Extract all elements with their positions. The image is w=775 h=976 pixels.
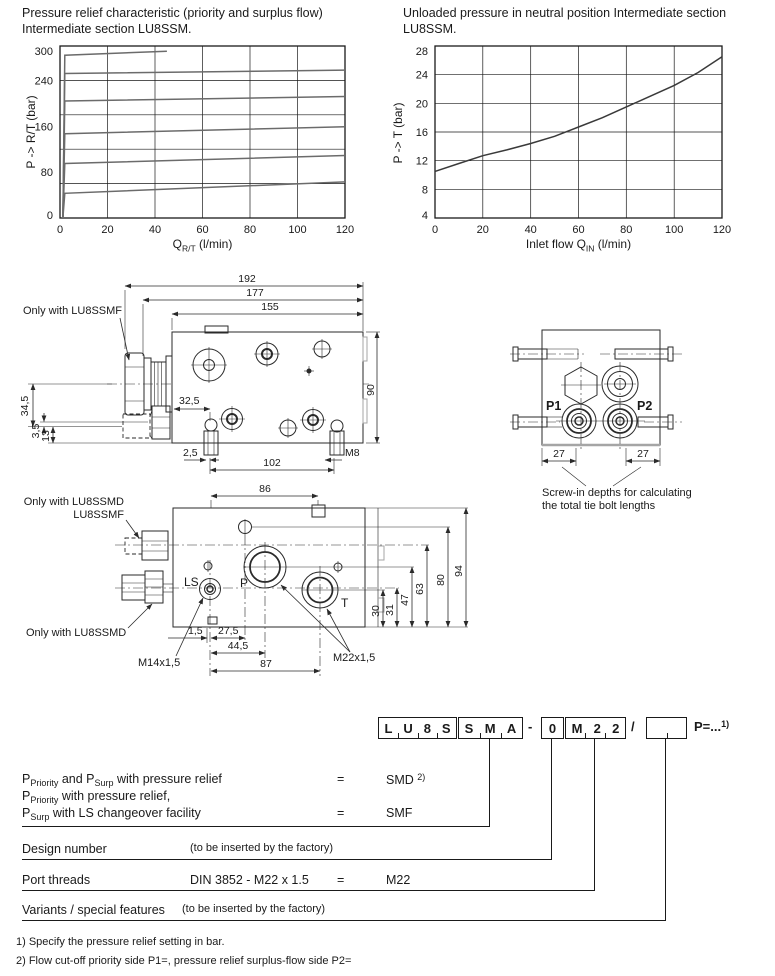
dim-27-left: 27 bbox=[553, 448, 565, 460]
equals-sign: = bbox=[337, 806, 345, 820]
right-chart-title bbox=[403, 5, 726, 37]
code-char: 2 bbox=[612, 720, 620, 736]
code-value-m22: M22 bbox=[386, 873, 411, 887]
svg-text:60: 60 bbox=[196, 224, 209, 236]
dim-2-5: 2,5 bbox=[183, 447, 198, 459]
dim-32-5: 32,5 bbox=[179, 395, 200, 407]
svg-text:28: 28 bbox=[415, 46, 428, 58]
code-char: M bbox=[571, 720, 583, 736]
dim-30: 30 bbox=[370, 605, 382, 617]
port-label-p2: P2 bbox=[637, 399, 653, 413]
svg-text:0: 0 bbox=[56, 224, 64, 236]
dim-80: 80 bbox=[435, 574, 447, 586]
dim-47: 47 bbox=[399, 594, 411, 606]
rule-threads bbox=[22, 890, 595, 891]
pressure-relief-chart bbox=[12, 40, 364, 255]
connector-variants bbox=[665, 739, 666, 920]
right-chart-xlabel: Inlet flow $Q_{IN}$ (l/min) bbox=[525, 237, 632, 254]
code-char: L bbox=[384, 720, 393, 736]
footnote-1: 1) Specify the pressure relief setting in bar. bbox=[16, 936, 225, 948]
svg-text:40: 40 bbox=[524, 224, 537, 236]
end-view-caption-line2: the total tie bolt lengths bbox=[542, 500, 656, 512]
port-label-p1: P1 bbox=[546, 399, 562, 413]
dim-31: 31 bbox=[384, 604, 396, 616]
code-char: M bbox=[484, 720, 496, 736]
right-chart-ylabel: P -> T (bar) bbox=[391, 102, 405, 164]
right-chart-title-line1: Unloaded pressure in neutral position Intermediate section bbox=[403, 6, 727, 20]
order-row-variants: Variants / special features (to be inserted by the factory) bbox=[22, 903, 326, 917]
dim-34-5: 34,5 bbox=[19, 395, 31, 417]
svg-text:120: 120 bbox=[712, 224, 732, 236]
end-view-caption-line1: Screw-in depths for calculating bbox=[542, 487, 692, 499]
order-code-box-sma bbox=[458, 717, 523, 739]
dim-87: 87 bbox=[260, 658, 272, 670]
dim-27-right: 27 bbox=[637, 448, 649, 460]
left-chart-ylabel: P -> R/T (bar) bbox=[24, 95, 38, 169]
port-label-ls: LS bbox=[184, 575, 199, 589]
equals-sign: = bbox=[337, 873, 345, 887]
left-chart-title-line2: Intermediate section LU8SSM. bbox=[22, 22, 192, 36]
port-label-t: T bbox=[341, 596, 349, 610]
svg-text:80: 80 bbox=[243, 224, 257, 236]
left-chart-title bbox=[22, 5, 323, 37]
thread-label-m14: M14x1,5 bbox=[138, 657, 181, 669]
order-code-separator-slash: / bbox=[631, 719, 635, 734]
code-char: A bbox=[506, 720, 517, 736]
order-code-box-0 bbox=[541, 717, 564, 739]
right-chart-title-line2: LU8SSM. bbox=[403, 22, 457, 36]
dim-1-5: 1,5 bbox=[188, 625, 203, 637]
svg-text:240: 240 bbox=[34, 75, 53, 88]
svg-text:100: 100 bbox=[665, 224, 684, 236]
end-view-dimensions bbox=[542, 448, 660, 486]
dim-192: 192 bbox=[238, 273, 256, 285]
end-view-body bbox=[510, 330, 682, 450]
code-char: 8 bbox=[423, 720, 431, 736]
svg-text:0: 0 bbox=[431, 224, 439, 236]
dim-63: 63 bbox=[414, 583, 426, 595]
rule-variants bbox=[22, 920, 666, 921]
dim-27-5: 27,5 bbox=[218, 625, 239, 637]
svg-text:100: 100 bbox=[288, 224, 307, 236]
dim-94: 94 bbox=[453, 565, 465, 577]
svg-text:40: 40 bbox=[148, 224, 162, 236]
note-only-lu8ssmd-smf-2: LU8SSMF bbox=[73, 509, 124, 521]
side-view-drawing bbox=[0, 480, 480, 685]
rule-sma bbox=[22, 826, 490, 827]
dim-177: 177 bbox=[246, 287, 264, 299]
svg-text:120: 120 bbox=[335, 224, 355, 236]
equals-sign: = bbox=[337, 772, 345, 786]
order-row-1-line2: $P_{Priority}$ with pressure relief, bbox=[22, 789, 171, 805]
svg-text:80: 80 bbox=[40, 167, 53, 180]
order-code-suffix: P=...$^{1)}$ bbox=[694, 719, 730, 734]
note-only-lu8ssmd-smf-1: Only with LU8SSMD bbox=[23, 496, 124, 508]
side-view-body bbox=[115, 505, 429, 676]
svg-text:0: 0 bbox=[46, 210, 53, 222]
dim-86: 86 bbox=[259, 483, 271, 495]
svg-text:16: 16 bbox=[415, 127, 428, 139]
svg-text:24: 24 bbox=[415, 69, 428, 82]
port-label-p: P bbox=[240, 576, 249, 590]
note-only-lu8ssmd: Only with LU8SSMD bbox=[26, 627, 127, 639]
svg-text:12: 12 bbox=[415, 155, 428, 168]
dim-m8: M8 bbox=[345, 447, 360, 459]
svg-text:300: 300 bbox=[34, 46, 53, 58]
order-row-1-line1: $P_{Priority}$ and $P_{Surp}$ with pressure relief = SMD $^{2)}$ bbox=[22, 772, 426, 788]
dim-90: 90 bbox=[365, 384, 377, 396]
unloaded-pressure-chart bbox=[388, 40, 733, 255]
order-row-1-line3: $P_{Surp}$ with LS changeover facility = SMF bbox=[22, 806, 413, 822]
dim-44-5: 44,5 bbox=[227, 640, 249, 652]
order-code-box-lu8s bbox=[378, 717, 457, 739]
end-view-drawing bbox=[500, 320, 775, 515]
svg-text:20: 20 bbox=[415, 98, 428, 111]
thread-label-m22: M22x1,5 bbox=[333, 652, 376, 664]
left-chart-xlabel: $Q_{R/T}$ (l/min) bbox=[172, 237, 233, 254]
svg-text:80: 80 bbox=[620, 224, 633, 236]
left-chart-title-line1: Pressure relief characteristic (priority and surplus flow) bbox=[22, 6, 323, 20]
rule-design bbox=[22, 859, 552, 860]
dim-102: 102 bbox=[263, 457, 281, 469]
code-value-smd: SMD $^{2)}$ bbox=[386, 772, 426, 787]
dim-155: 155 bbox=[261, 301, 279, 313]
svg-text:20: 20 bbox=[101, 224, 114, 236]
top-view-body bbox=[107, 326, 370, 455]
order-row-port-threads: Port threads DIN 3852 - M22 x 1.5 = M22 bbox=[22, 873, 411, 887]
order-code-box-variant bbox=[646, 717, 687, 739]
code-char: 0 bbox=[548, 720, 557, 736]
svg-text:8: 8 bbox=[421, 184, 428, 197]
top-view-drawing bbox=[0, 264, 400, 488]
svg-text:4: 4 bbox=[421, 210, 428, 222]
note-only-lu8ssmf: Only with LU8SSMF bbox=[23, 305, 123, 317]
code-value-smf: SMF bbox=[386, 806, 413, 820]
dim-3-5: 3,5 bbox=[30, 423, 42, 439]
code-char: S bbox=[441, 720, 451, 736]
svg-text:60: 60 bbox=[572, 224, 585, 236]
order-code-box-m22 bbox=[565, 717, 626, 739]
order-row-design-number: Design number (to be inserted by the factory) bbox=[22, 842, 334, 856]
dim-13: 13 bbox=[40, 430, 52, 442]
order-code-separator-dash: - bbox=[528, 719, 533, 734]
code-char: 2 bbox=[593, 720, 601, 736]
svg-text:20: 20 bbox=[476, 224, 489, 236]
code-char: S bbox=[464, 720, 474, 736]
code-char: U bbox=[403, 720, 413, 736]
footnote-2: 2) Flow cut-off priority side P1=, pressure relief surplus-flow side P2= bbox=[16, 955, 352, 967]
svg-text:160: 160 bbox=[34, 121, 53, 134]
